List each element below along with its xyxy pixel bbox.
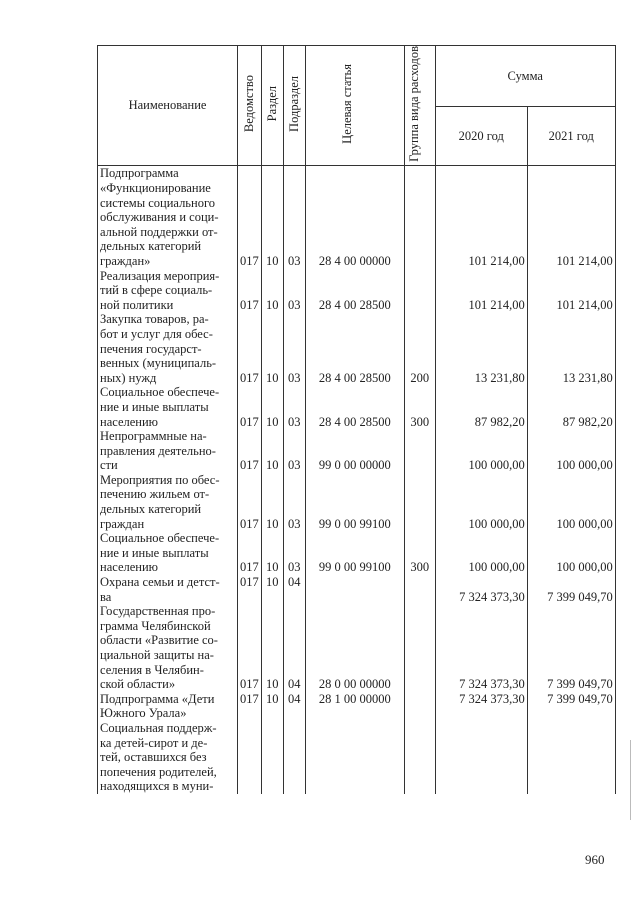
row-podrazdel [283,721,305,794]
row-name: Социальное обеспече- ние и иные выплаты населению [98,531,238,575]
row-name: Подпрограмма «Функционирование системы социального обслуживания и соци- альной поддержки от- дельных категорий граждан» [98,166,238,269]
row-expense-group [404,575,435,604]
table-row [98,531,616,575]
row-sum-2021: 100 000,00 [527,429,615,473]
row-podrazdel: 03 [283,429,305,473]
row-target-article: 28 4 00 28500 [305,269,404,313]
row-name: Подпрограмма «Дети Южного Урала» [98,692,238,721]
row-target-article: 99 0 00 00000 [305,429,404,473]
row-sum-2020: 7 324 373,30 [435,575,527,604]
table-row [98,604,616,692]
row-target-article: 28 1 00 00000 [305,692,404,721]
row-sum-2020: 7 324 373,30 [435,604,527,692]
row-sum-2021: 7 399 049,70 [527,692,615,721]
row-expense-group [404,166,435,269]
row-name: Непрограммные на- правления деятельно- сти [98,429,238,473]
row-name: Государственная про- грамма Челябинской области «Развитие со- циальной защиты на- селения в Челябин- ской области» [98,604,238,692]
row-target-article: 28 4 00 28500 [305,385,404,429]
row-sum-2020 [435,721,527,794]
table-row [98,385,616,429]
row-sum-2020: 101 214,00 [435,269,527,313]
row-podrazdel: 03 [283,473,305,531]
row-target-article: 99 0 00 99100 [305,473,404,531]
row-vedomstvo: 017 [238,531,262,575]
row-razdel: 10 [261,692,283,721]
row-name: Охрана семьи и детст- ва [98,575,238,604]
row-target-article: 28 0 00 00000 [305,604,404,692]
row-sum-2021: 7 399 049,70 [527,604,615,692]
row-razdel: 10 [261,429,283,473]
row-target-article [305,575,404,604]
row-sum-2020: 13 231,80 [435,312,527,385]
table-row [98,166,616,269]
table-row [98,692,616,721]
row-target-article: 99 0 00 99100 [305,531,404,575]
row-vedomstvo: 017 [238,575,262,604]
row-sum-2020: 100 000,00 [435,429,527,473]
row-vedomstvo: 017 [238,473,262,531]
row-razdel: 10 [261,269,283,313]
table-row [98,575,616,604]
row-sum-2021 [527,721,615,794]
row-podrazdel: 03 [283,531,305,575]
budget-table [97,45,616,794]
row-podrazdel: 04 [283,575,305,604]
row-razdel: 10 [261,312,283,385]
row-expense-group: 200 [404,312,435,385]
table-row [98,721,616,794]
header-year-2020: 2020 год [435,106,527,166]
header-expense-group: Группа вида расходов [404,46,435,166]
row-expense-group: 300 [404,531,435,575]
row-vedomstvo: 017 [238,166,262,269]
header-razdel: Раздел [261,46,283,166]
row-target-article: 28 4 00 28500 [305,312,404,385]
row-sum-2021: 100 000,00 [527,473,615,531]
row-razdel: 10 [261,473,283,531]
row-sum-2020: 101 214,00 [435,166,527,269]
row-podrazdel: 04 [283,692,305,721]
row-target-article: 28 4 00 00000 [305,166,404,269]
row-vedomstvo: 017 [238,692,262,721]
row-razdel: 10 [261,604,283,692]
row-podrazdel: 03 [283,166,305,269]
row-sum-2020: 100 000,00 [435,473,527,531]
header-name: Наименование [98,46,238,166]
row-name: Реализация мероприя- тий в сфере социаль- ной политики [98,269,238,313]
row-expense-group [404,692,435,721]
row-razdel: 10 [261,575,283,604]
row-sum-2021: 87 982,20 [527,385,615,429]
row-expense-group: 300 [404,385,435,429]
header-sum: Сумма [435,46,615,107]
row-sum-2021: 13 231,80 [527,312,615,385]
row-expense-group [404,473,435,531]
row-expense-group [404,429,435,473]
row-vedomstvo: 017 [238,604,262,692]
row-vedomstvo [238,721,262,794]
row-sum-2021: 101 214,00 [527,269,615,313]
header-podrazdel: Подраздел [283,46,305,166]
row-expense-group [404,604,435,692]
row-podrazdel: 03 [283,312,305,385]
row-razdel: 10 [261,385,283,429]
row-vedomstvo: 017 [238,269,262,313]
row-sum-2021: 100 000,00 [527,531,615,575]
header-year-2021: 2021 год [527,106,615,166]
row-sum-2021: 101 214,00 [527,166,615,269]
row-razdel [261,721,283,794]
row-podrazdel: 03 [283,385,305,429]
table-row [98,269,616,313]
row-name: Закупка товаров, ра- бот и услуг для обес- печения государст- венных (муниципаль- ных) нужд [98,312,238,385]
row-sum-2020: 87 982,20 [435,385,527,429]
row-vedomstvo: 017 [238,312,262,385]
row-vedomstvo: 017 [238,385,262,429]
row-target-article [305,721,404,794]
row-expense-group [404,721,435,794]
header-target-article: Целевая статья [305,46,404,166]
row-razdel: 10 [261,531,283,575]
row-vedomstvo: 017 [238,429,262,473]
page-number: 960 [585,852,605,867]
row-razdel: 10 [261,166,283,269]
row-sum-2020: 7 324 373,30 [435,692,527,721]
row-podrazdel: 03 [283,269,305,313]
table-row [98,312,616,385]
row-name: Мероприятия по обес- печению жильем от- дельных категорий граждан [98,473,238,531]
scan-edge-line [630,740,631,820]
table-row [98,429,616,473]
row-expense-group [404,269,435,313]
row-podrazdel: 04 [283,604,305,692]
row-name: Социальная поддерж- ка детей-сирот и де- тей, оставшихся без попечения родителей, находящихся в муни- [98,721,238,794]
row-sum-2020: 100 000,00 [435,531,527,575]
row-sum-2021: 7 399 049,70 [527,575,615,604]
row-name: Социальное обеспече- ние и иные выплаты населению [98,385,238,429]
header-vedomstvo: Ведомство [238,46,262,166]
table-row [98,473,616,531]
